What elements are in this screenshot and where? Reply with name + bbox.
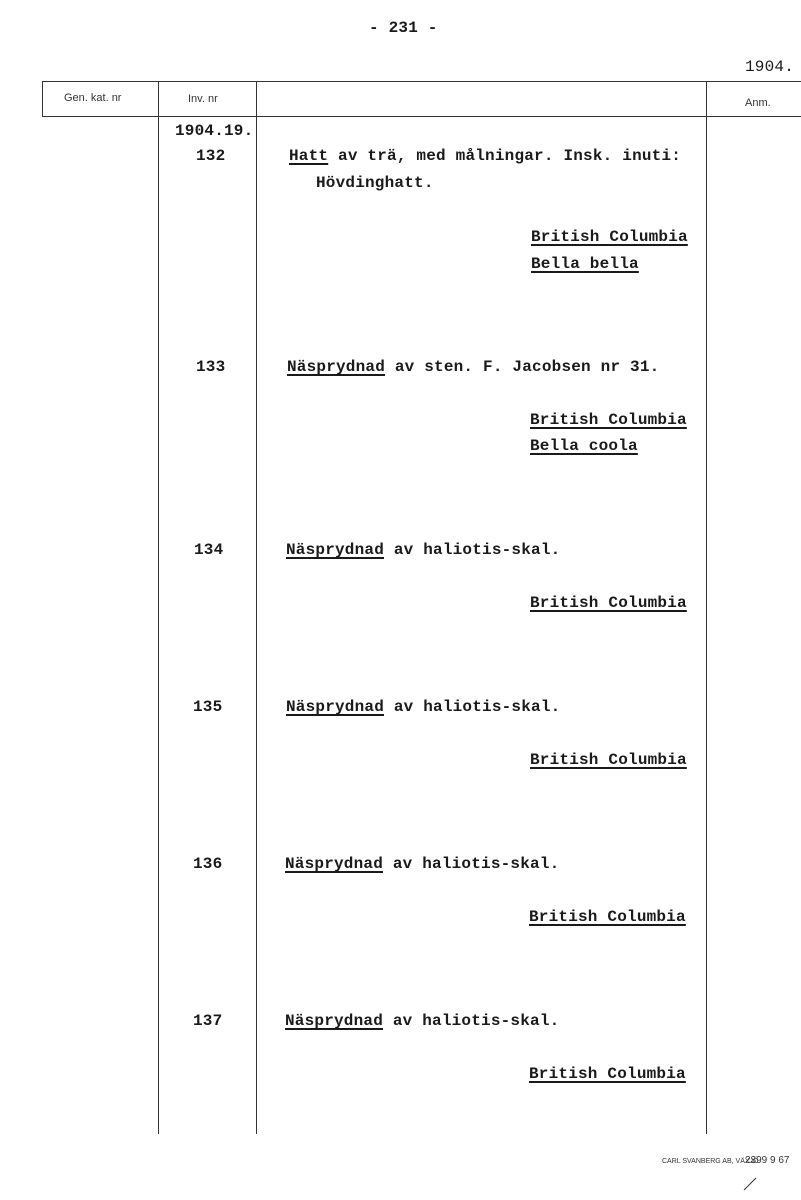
entry-description: Näsprydnad av haliotis-skal.: [285, 855, 560, 873]
object-name: Näsprydnad: [287, 358, 386, 376]
page-number: - 231 -: [369, 19, 438, 37]
header-bottom-rule: [42, 116, 801, 117]
printer-imprint: CARL SVANBERG AB, VÄXJÖ: [662, 1158, 759, 1165]
form-code: 2399 9 67: [745, 1155, 790, 1166]
entry-description: Näsprydnad av sten. F. Jacobsen nr 31.: [287, 358, 660, 376]
inv-number: 137: [193, 1012, 223, 1030]
pen-mark-icon: [742, 1176, 758, 1192]
object-name: Näsprydnad: [285, 1012, 384, 1030]
col-divider-2: [256, 81, 257, 1134]
col-header-gen-kat: Gen. kat. nr: [64, 92, 122, 104]
entry-description-cont: Hövdinghatt.: [316, 174, 434, 192]
entry-description: Hatt av trä, med målningar. Insk. inuti:: [289, 147, 682, 165]
entry-description: Näsprydnad av haliotis-skal.: [286, 698, 561, 716]
inv-number: 135: [193, 698, 223, 716]
col-divider-1: [158, 81, 159, 1134]
group: Bella bella: [531, 255, 639, 273]
col-divider-3: [706, 81, 707, 1134]
object-name: Näsprydnad: [286, 698, 385, 716]
header-top-rule: [42, 81, 801, 82]
year-tag: 1904.: [745, 58, 795, 76]
region: British Columbia: [529, 908, 686, 926]
left-border: [42, 81, 43, 117]
col-header-anm: Anm.: [745, 97, 771, 109]
region: British Columbia: [530, 751, 687, 769]
region: British Columbia: [529, 1065, 686, 1083]
col-header-inv: Inv. nr: [188, 93, 218, 105]
object-name: Näsprydnad: [285, 855, 384, 873]
region: British Columbia: [530, 411, 687, 429]
series-number: 1904.19.: [175, 122, 254, 140]
region: British Columbia: [531, 228, 688, 246]
object-name: Näsprydnad: [286, 541, 385, 559]
inv-number: 132: [196, 147, 226, 165]
inv-number: 133: [196, 358, 226, 376]
inv-number: 134: [194, 541, 224, 559]
object-name: Hatt: [289, 147, 329, 165]
group: Bella coola: [530, 437, 638, 455]
entry-description: Näsprydnad av haliotis-skal.: [286, 541, 561, 559]
inv-number: 136: [193, 855, 223, 873]
region: British Columbia: [530, 594, 687, 612]
entry-description: Näsprydnad av haliotis-skal.: [285, 1012, 560, 1030]
